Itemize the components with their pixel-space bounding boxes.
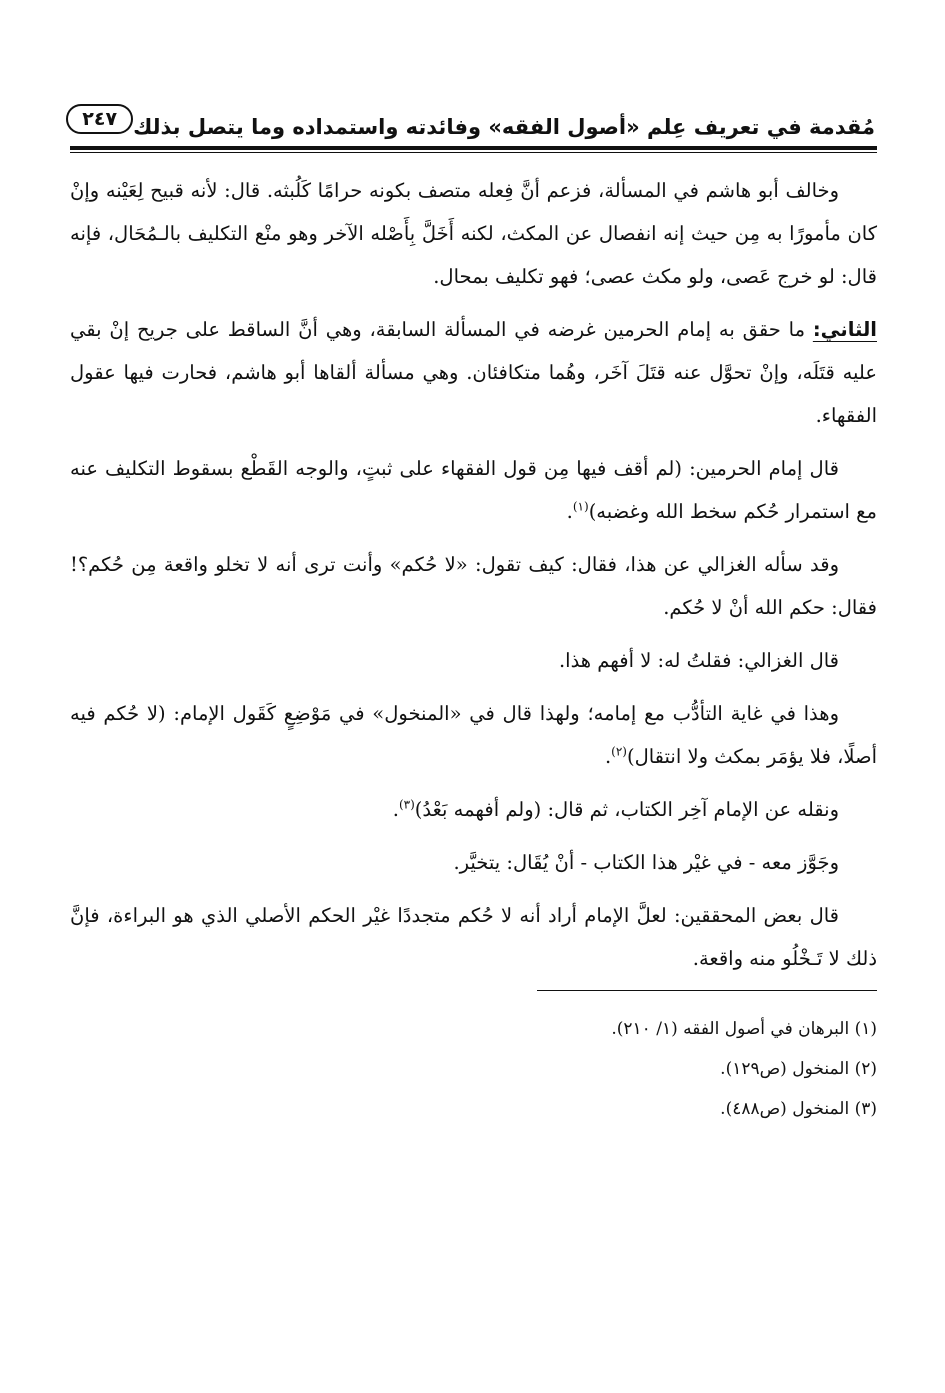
paragraph-9-text: قال بعض المحققين: لعلَّ الإمام أراد أنه لا حُكم متجددًا غيْر الحكم الأصلي الذي هو البراءة، فإنَّ ذلك لا تَـخْلُو منه واقعة. [70,904,877,970]
paragraph-3: قال إمام الحرمين: (لم أقف فيها مِن قول الفقهاء على ثبتٍ، والوجه القَطْع بسقوط التكليف عنه مع استمرار حُكم سخط الله وغضبه)$^{(١)}$. [70,457,877,523]
paragraph-2 [70,308,877,437]
paragraph-5-text: قال الغزالي: فقلتُ له: لا أفهم هذا. [558,649,839,672]
footnote-ref-1: (١) [572,499,589,514]
header-rule-thin [70,152,877,153]
paragraph-1-text: وخالف أبو هاشم في المسألة، فزعم أنَّ فِعله متصف بكونه حرامًا كَلُبثه. قال: لأنه قبيح لِعَيْنه وإنْ كان مأمورًا به مِن حيث إنه انفصال عن المكث، لكنه أَخَلَّ بِأَصْله الآخر وهو منْع التكليف بالـمُحَال، فإنه قال: لو خرج عَصى، ولو مكث عصى؛ فهو تكليف بمحال. [70,179,877,288]
header-title: مُقدمة في تعريف عِلم «أصول الفقه» وفائدته واستمداده وما يتصل بذلك [133,115,875,139]
paragraph-8-text: وجَوَّز معه - في غيْر هذا الكتاب - أنْ يُقَال: يتخيَّر. [453,851,839,874]
paragraph-5 [70,639,877,682]
paragraph-2-text: ما حقق به إمام الحرمين غرضه في المسألة السابقة، وهي أنَّ الساقط على جريح إنْ بقي عليه قتَلَه، وإنْ تحوَّل عنه قتَلَ آخَر، وهُما متكافئان. وهي مسألة ألقاها أبو هاشم، فحارت فيها عقول الفقهاء. [70,318,877,427]
header-rule-thick [70,146,877,150]
main-text [70,169,877,980]
paragraph-8 [70,841,877,884]
paragraph-4-text: وقد سأله الغزالي عن هذا، فقال: كيف تقول: «لا حُكم» وأنت ترى أنه لا تخلو واقعة مِن حُكم؟! فقال: حكم الله أنْ لا حُكم. [70,553,877,619]
footnote-ref-3: (٣) [398,797,415,812]
paragraph-3-text: قال إمام الحرمين: (لم أقف فيها مِن قول الفقهاء على ثبتٍ، والوجه القَطْع بسقوط التكليف عنه مع استمرار حُكم سخط الله وغضبه) [70,457,877,523]
paragraph-2-lead: الثاني: [812,318,877,341]
paragraph-4 [70,543,877,629]
footnote-3: (٣) المنخول (ص٤٨٨). [720,1099,877,1119]
running-header [70,96,877,142]
footnote-1: (١) البرهان في أصول الفقه (١/ ٢١٠). [611,1019,877,1039]
footnote-ref-2: (٢) [611,744,627,759]
paragraph-6: وهذا في غاية التأدُّب مع إمامه؛ ولهذا قال في «المنخول» في مَوْضِعٍ كَقَول الإمام: (لا حُكم فيه أصلًا، فلا يؤمَر بمكث ولا انتقال)$^{(٢)}$. [70,702,877,768]
footnotes [70,1009,877,1129]
footnote-2: (٢) المنخول (ص١٢٩). [720,1059,877,1079]
paragraph-9 [70,894,877,980]
book-page [70,96,877,1363]
paragraph-1 [70,169,877,298]
footnote-separator [537,990,877,991]
paragraph-7: ونقله عن الإمام آخِر الكتاب، ثم قال: (ولم أفهمه بَعْدُ)$^{(٣)}$. [392,797,839,821]
paragraph-7-text: ونقله عن الإمام آخِر الكتاب، ثم قال: (ولم أفهمه بَعْدُ) [414,798,839,821]
paragraph-6-text: وهذا في غاية التأدُّب مع إمامه؛ ولهذا قال في «المنخول» في مَوْضِعٍ كَقَول الإمام: (لا حُكم فيه أصلًا، فلا يؤمَر بمكث ولا انتقال) [70,702,877,768]
page-number: ٢٤٧ [66,104,133,134]
